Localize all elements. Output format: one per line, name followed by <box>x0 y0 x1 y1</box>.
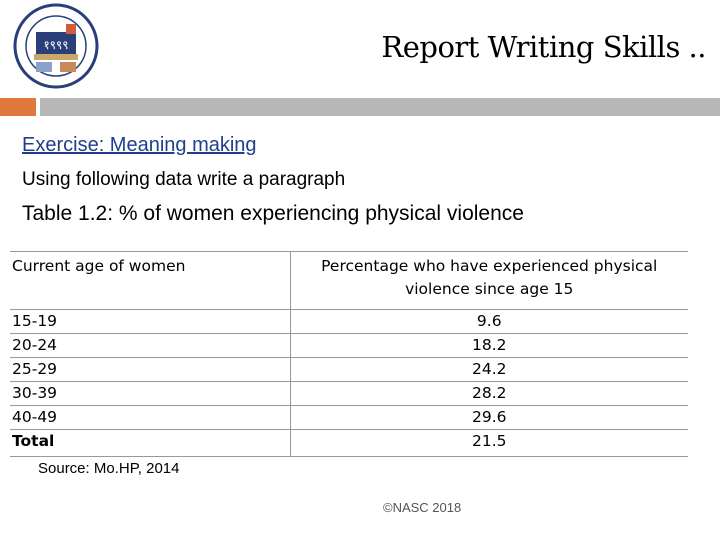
header-age: Current age of women <box>10 252 290 310</box>
nasc-logo <box>6 2 106 90</box>
table-caption: Table 1.2: % of women experiencing physical violence <box>22 202 524 225</box>
table-header-row <box>10 252 688 310</box>
percentage-cell: 29.6 <box>471 408 507 426</box>
exercise-instruction: Using following data write a paragraph <box>22 169 346 190</box>
age-cell: 15-19 <box>10 310 290 334</box>
percentage-cell: 24.2 <box>471 360 507 378</box>
total-value: 21.5 <box>471 432 507 450</box>
violence-table <box>10 251 688 457</box>
age-cell: 20-24 <box>10 334 290 358</box>
exercise-heading[interactable]: Exercise: Meaning making <box>22 134 257 156</box>
slide-title: Report Writing Skills .. <box>381 30 706 64</box>
logo-year: १९९९ <box>43 38 69 52</box>
percentage-cell: 28.2 <box>471 384 507 402</box>
table-row <box>10 406 688 430</box>
source-note: Source: Mo.HP, 2014 <box>38 460 180 477</box>
table-total-row <box>10 430 688 457</box>
table-row <box>10 334 688 358</box>
header-percentage: Percentage who have experienced physical violence since age 15 <box>321 257 658 298</box>
total-label: Total <box>10 430 290 457</box>
age-cell: 40-49 <box>10 406 290 430</box>
table-row <box>10 358 688 382</box>
accent-bar-orange <box>0 98 36 116</box>
copyright: ©NASC 2018 <box>383 500 462 515</box>
age-cell: 30-39 <box>10 382 290 406</box>
table-row <box>10 382 688 406</box>
percentage-cell: 9.6 <box>476 312 502 330</box>
accent-bar-grey <box>40 98 720 116</box>
age-cell: 25-29 <box>10 358 290 382</box>
table-row <box>10 310 688 334</box>
percentage-cell: 18.2 <box>471 336 507 354</box>
